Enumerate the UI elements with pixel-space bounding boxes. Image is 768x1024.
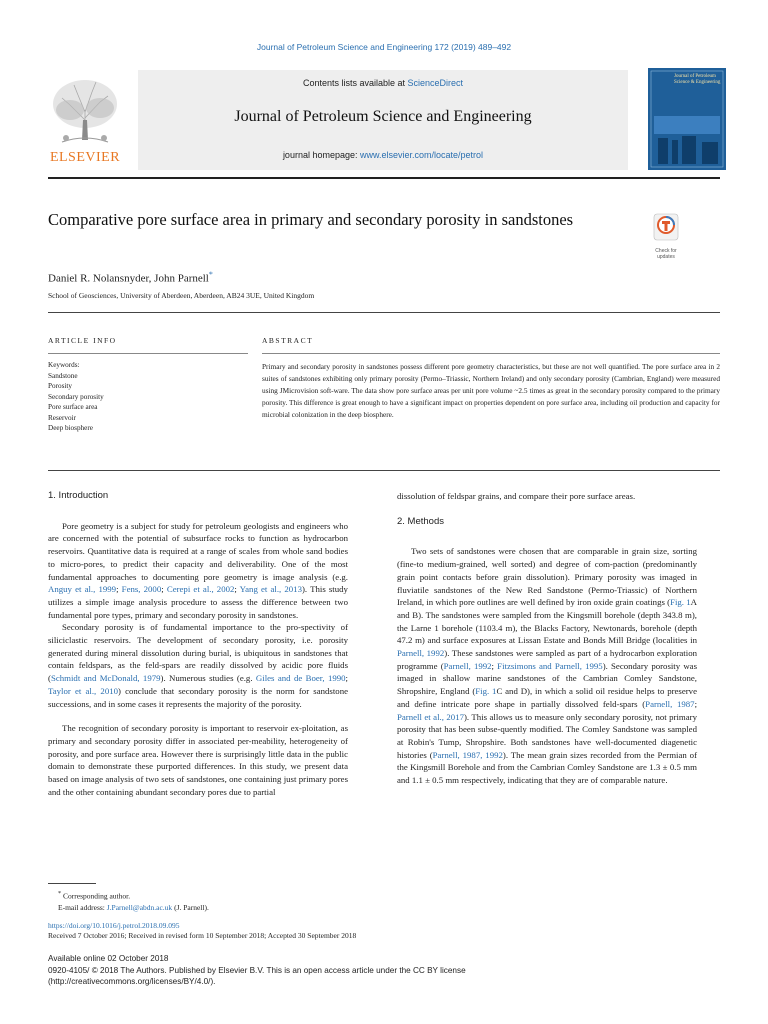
paragraph-text: Pore geometry is a subject for study for petroleum geologists and engineers who are concerned with the potential of subsurface rocks to function as hydrocarbon reservoirs. Quantitative data is required at a range of scales from whole sand bodies to micro-pores, to predict their capacity and deliverability. One of the most fundamental approaches to documenting pore geometry is image analysis (e.g. — [48, 520, 348, 582]
footnote-mark: * — [58, 890, 62, 897]
paragraph-text: C and D), in which a solid oil residue helps to preserve and define intricate pore shape in partially dissolved feld-spars ( — [397, 686, 697, 709]
check-updates-label-2: updates — [657, 253, 675, 260]
paragraph-text: ). This allows us to measure only secondary porosity, not primary porosity that has been subse-quently modified. The Comley Sandstone was sampled at Robin's Tump, Shropshire. Both sandstones have well-documented diagenetic histories ( — [397, 711, 697, 760]
paragraph-text: ; — [116, 584, 122, 595]
elsevier-wordmark: ELSEVIER — [49, 150, 121, 165]
footnote-label: Corresponding author. — [61, 891, 131, 901]
section-heading-introduction: 1. Introduction — [48, 490, 109, 501]
paragraph — [48, 520, 348, 622]
abstract-text: Primary and secondary porosity in sandstones possess different pore geometry characteristics, but these are not well quantified. The pore surface area in 2 suites of sandstones exhibiting only primary porosity (Permo–Triassic, Northern Ireland) and only secondary porosity (Cambrian, England) were measured using JMicrovision soft-ware. The data show pore surface areas per unit pore volume ~2.5 times as great in the secondary porosity compared to the primary porosity. This difference is great enough to have a significant impact on properties dependent on pore surface area, including oil production and capacity for microbial colonization in the deep biosphere. — [262, 362, 720, 419]
paragraph-text: ; — [491, 660, 498, 671]
email-suffix: (J. Parnell). — [172, 902, 209, 912]
keyword: Sandstone — [48, 371, 78, 380]
figure-link[interactable]: Fig. 1 — [670, 597, 691, 608]
homepage-link[interactable]: www.elsevier.com/locate/petrol — [360, 150, 484, 160]
reference-link[interactable]: Fens, 2000 — [121, 584, 162, 595]
reference-link[interactable]: Parnell et al., 2017 — [397, 711, 464, 722]
journal-citation[interactable]: Journal of Petroleum Science and Engineering 172 (2019) 489–492 — [256, 42, 512, 52]
figure-link[interactable]: Fig. 1 — [475, 686, 497, 697]
reference-link[interactable]: Anguy et al., 1999 — [48, 584, 117, 595]
article-title: Comparative pore surface area in primary and secondary porosity in sandstones — [48, 210, 574, 229]
doi-link[interactable]: https://doi.org/10.1016/j.petrol.2018.09.095 — [48, 921, 180, 930]
corresponding-author-mark[interactable]: * — [208, 270, 213, 279]
reference-link[interactable]: Parnell, 1987, 1992 — [432, 749, 503, 760]
reference-link[interactable]: Taylor et al., 2010 — [48, 685, 119, 696]
body-column-right — [397, 490, 697, 787]
paragraph-text: ). Secondary porosity was imaged in shallow marine sandstones of the Cambrian Comley Sandstone, Shropshire, England ( — [397, 660, 698, 697]
reference-link[interactable]: Giles and de Boer, 1990 — [255, 673, 346, 684]
keyword: Porosity — [48, 382, 72, 390]
homepage-prefix: journal homepage: — [282, 150, 360, 160]
keywords-label: Keywords: — [48, 361, 80, 369]
paragraph-text: ; — [161, 584, 167, 595]
license-line-1: 0920-4105/ © 2018 The Authors. Published by Elsevier B.V. This is an open access article under the CC BY license — [48, 965, 466, 975]
paragraph: dissolution of feldspar grains, and compare their pore surface areas. — [397, 491, 636, 501]
license-line-2: (http://creativecommons.org/licenses/BY/4.0/). — [48, 977, 216, 986]
sciencedirect-link[interactable]: ScienceDirect — [407, 78, 464, 88]
paragraph — [397, 545, 697, 786]
header-rule — [48, 177, 720, 179]
footnote-rule — [48, 883, 96, 884]
contents-prefix: Contents lists available at — [302, 78, 408, 88]
footnote — [48, 888, 209, 913]
contents-line — [138, 78, 628, 88]
keywords-list — [48, 360, 248, 434]
article-info-heading: ARTICLE INFO — [48, 336, 117, 345]
reference-link[interactable]: Fitzsimons and Parnell, 1995 — [497, 660, 603, 671]
reference-link[interactable]: Cerepi et al., 2002 — [166, 584, 235, 595]
corresponding-author-note — [48, 888, 209, 902]
reference-link[interactable]: Parnell, 1992 — [397, 648, 445, 659]
paragraph-text: ; — [345, 673, 348, 684]
license-block — [48, 953, 466, 988]
reference-link[interactable]: Parnell, 1992 — [443, 660, 492, 671]
check-updates-label-1: Check for — [655, 248, 677, 254]
homepage-line — [138, 150, 628, 160]
body-column-left — [48, 490, 348, 798]
reference-link[interactable]: Yang et al., 2013 — [239, 584, 302, 595]
keyword: Deep biosphere — [48, 424, 93, 432]
email-prefix: E-mail address: — [58, 902, 107, 912]
article-info-rule — [48, 353, 248, 354]
doi-block — [48, 921, 356, 941]
affiliation: School of Geosciences, University of Aberdeen, Aberdeen, AB24 3UE, United Kingdom — [48, 291, 315, 300]
keyword: Reservoir — [48, 413, 76, 422]
paragraph-text: ). This study utilizes a simple image analysis procedure to assess the difference between two fundamental pore types, primary and secondary porosity in sandstones. — [48, 584, 348, 620]
paragraph-text: ). These sandstones were sampled as part of a hydrocarbon exploration programme ( — [397, 648, 697, 671]
divider — [48, 470, 720, 471]
check-for-updates-button[interactable] — [646, 212, 686, 260]
abstract-heading: ABSTRACT — [262, 336, 314, 345]
check-updates-icon — [646, 212, 686, 242]
journal-cover[interactable] — [648, 68, 726, 170]
divider — [48, 312, 720, 313]
paragraph-text: ) conclude that secondary porosity is the norm for sandstone successions, and in some cases it represents the majority of the porosity. — [48, 685, 348, 709]
email-line — [48, 902, 209, 913]
keyword: Secondary porosity — [48, 392, 104, 401]
paragraph-text: A and B). The sandstones were sampled from the Kingsmill borehole (depth 343.8 m), the Larne 1 borehole (1103.4 m), the Blacks Factory, Newtonards, borehole (depth 47.2 m) and surface exposures at Lissan Estate and Bonds Mill Bridge (localities in — [397, 597, 697, 646]
reference-link[interactable]: Schmidt and McDonald, 1979 — [50, 673, 161, 684]
available-online: Available online 02 October 2018 — [48, 954, 169, 963]
paragraph-text: Secondary porosity is of fundamental importance to the pro-spectivity of siliciclastic reservoirs. The development of secondary porosity, i.e. porosity generated during mineral dissolution during burial, is ubiquitous in sandstones that contain feldspars, as the feld-spars are readily dissolved by acidic pore fluids ( — [48, 622, 348, 684]
paragraph-text: ). The mean grain sizes recorded from the Permian of the Kingsmill Borehole and from the Cambrian Comley Sandstone are 1.3 ± 0.5 mm and 1.1 ± 0.5 mm respectively, indicating that they are of comparable nature. — [397, 749, 697, 786]
cover-title: Journal of Petroleum Science & Engineering — [674, 74, 721, 85]
authors — [48, 270, 213, 285]
email-link[interactable]: J.Parnell@abdn.ac.uk — [106, 902, 173, 912]
author-names: Daniel R. Nolansnyder, John Parnell — [48, 272, 209, 285]
paragraph: The recognition of secondary porosity is important to reservoir ex-ploitation, as primary and secondary porosity differ in associated per-meability, heterogeneity of porosity, and pore surface area. However there is surprisingly little data in the public domain to demonstrate these purported differences. In this study, we present data based on image analysis of two sets of sandstones, one containing just primary pores and the other containing abundant secondary pores due to partial — [48, 723, 348, 797]
journal-title: Journal of Petroleum Science and Engineering — [234, 108, 532, 125]
paragraph-text: ; — [234, 584, 240, 595]
paragraph-text: ; — [694, 698, 698, 709]
received-dates: Received 7 October 2016; Received in revised form 10 September 2018; Accepted 30 September 2018 — [48, 931, 357, 941]
section-heading-methods: 2. Methods — [397, 515, 444, 527]
paragraph — [48, 621, 348, 710]
check-updates-label — [646, 249, 686, 260]
keyword: Pore surface area — [48, 403, 98, 411]
paragraph-text: Two sets of sandstones were chosen that are comparable in grain size, sorting (fine-to medium-grained, well sorted) and degree of com-paction (predominantly grain point contacts before grain dissolution). Primary porosity was imaged in fluviatile sandstones of the New Red Sandstone (Permo-Triassic) of Northern Ireland, in which pore outlines are well defined by iron oxide grain coatings ( — [397, 546, 697, 608]
reference-link[interactable]: Parnell, 1987 — [645, 698, 695, 709]
paragraph-text: ). Numerous studies (e.g. — [160, 673, 256, 684]
abstract-rule — [262, 353, 720, 354]
